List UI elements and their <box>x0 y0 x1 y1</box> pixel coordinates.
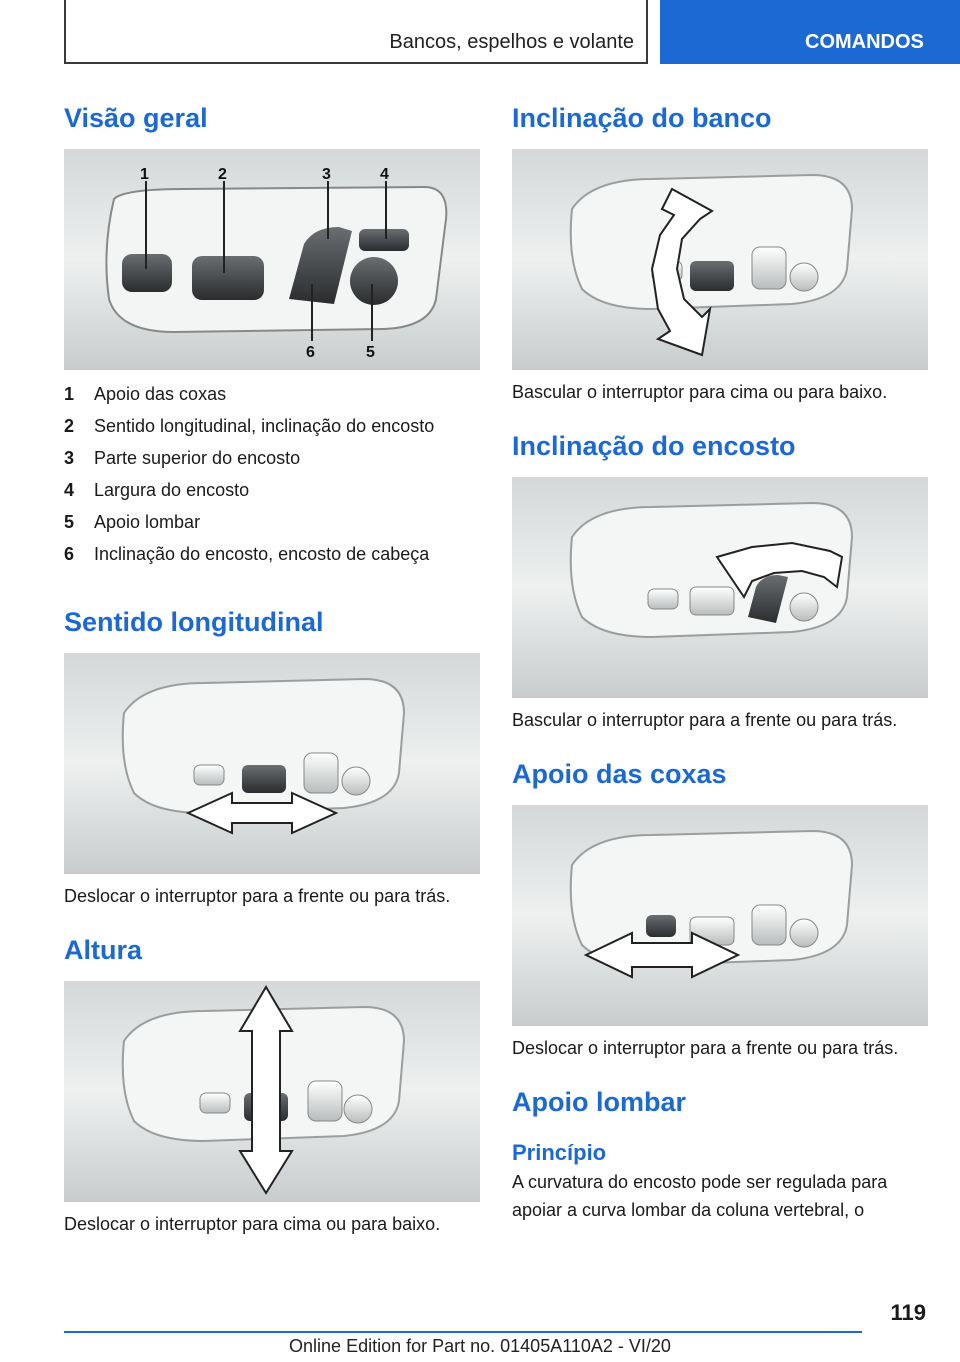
callout-2: 2 <box>218 166 227 183</box>
callout-6: 6 <box>306 344 315 361</box>
header-section-box <box>64 0 648 64</box>
heading-overview: Visão geral <box>64 103 208 133</box>
caption-backrest-tilt: Bascular o interruptor para a frente ou para trás. <box>512 710 898 730</box>
heading-longitudinal: Sentido longitudinal <box>64 607 324 637</box>
overview-list <box>64 378 480 570</box>
caption-seat-tilt: Bascular o interruptor para cima ou para baixo. <box>512 382 888 402</box>
list-item: 4 Largura do encosto <box>64 480 250 500</box>
left-column <box>64 100 480 1238</box>
list-item: 6 Inclinação do encosto, encosto de cabeça <box>64 544 430 564</box>
list-item: 5 Apoio lombar <box>64 512 201 532</box>
header-tab-comandos[interactable]: COMANDOS <box>660 0 960 64</box>
list-item: 1 Apoio das coxas <box>64 384 227 404</box>
callout-4: 4 <box>380 166 389 183</box>
callout-1: 1 <box>140 166 149 183</box>
figure-seat-tilt <box>512 149 928 370</box>
list-item: 3 Parte superior do encosto <box>64 448 301 468</box>
header-section-title: Bancos, espelhos e volante <box>389 31 634 53</box>
callout-5: 5 <box>366 344 375 361</box>
list-item: 2 Sentido longitudinal, inclinação do encosto <box>64 416 435 436</box>
footer-divider <box>64 1331 862 1333</box>
figure-thigh-support <box>512 805 928 1026</box>
heading-backrest-tilt: Inclinação do encosto <box>512 431 796 461</box>
figure-height <box>64 981 480 1202</box>
caption-height: Deslocar o interruptor para cima ou para baixo. <box>64 1214 441 1234</box>
footer-edition: Online Edition for Part no. 01405A110A2 - VI/20 <box>289 1336 671 1356</box>
figure-overview <box>64 149 480 370</box>
heading-thigh-support: Apoio das coxas <box>512 759 727 789</box>
heading-lumbar: Apoio lombar <box>512 1087 686 1117</box>
right-column <box>512 100 928 1224</box>
subheading-principle: Princípio <box>512 1140 607 1165</box>
figure-longitudinal <box>64 653 480 874</box>
callout-3: 3 <box>322 166 331 183</box>
heading-seat-tilt: Inclinação do banco <box>512 103 772 133</box>
caption-longitudinal: Deslocar o interruptor para a frente ou para trás. <box>64 886 451 906</box>
heading-height: Altura <box>64 935 143 965</box>
lumbar-text: A curvatura do encosto pode ser regulada para apoiar a curva lombar da coluna vertebral, o <box>512 1172 888 1220</box>
figure-backrest-tilt <box>512 477 928 698</box>
page-number: 119 <box>890 1300 926 1325</box>
caption-thigh-support: Deslocar o interruptor para a frente ou para trás. <box>512 1038 899 1058</box>
